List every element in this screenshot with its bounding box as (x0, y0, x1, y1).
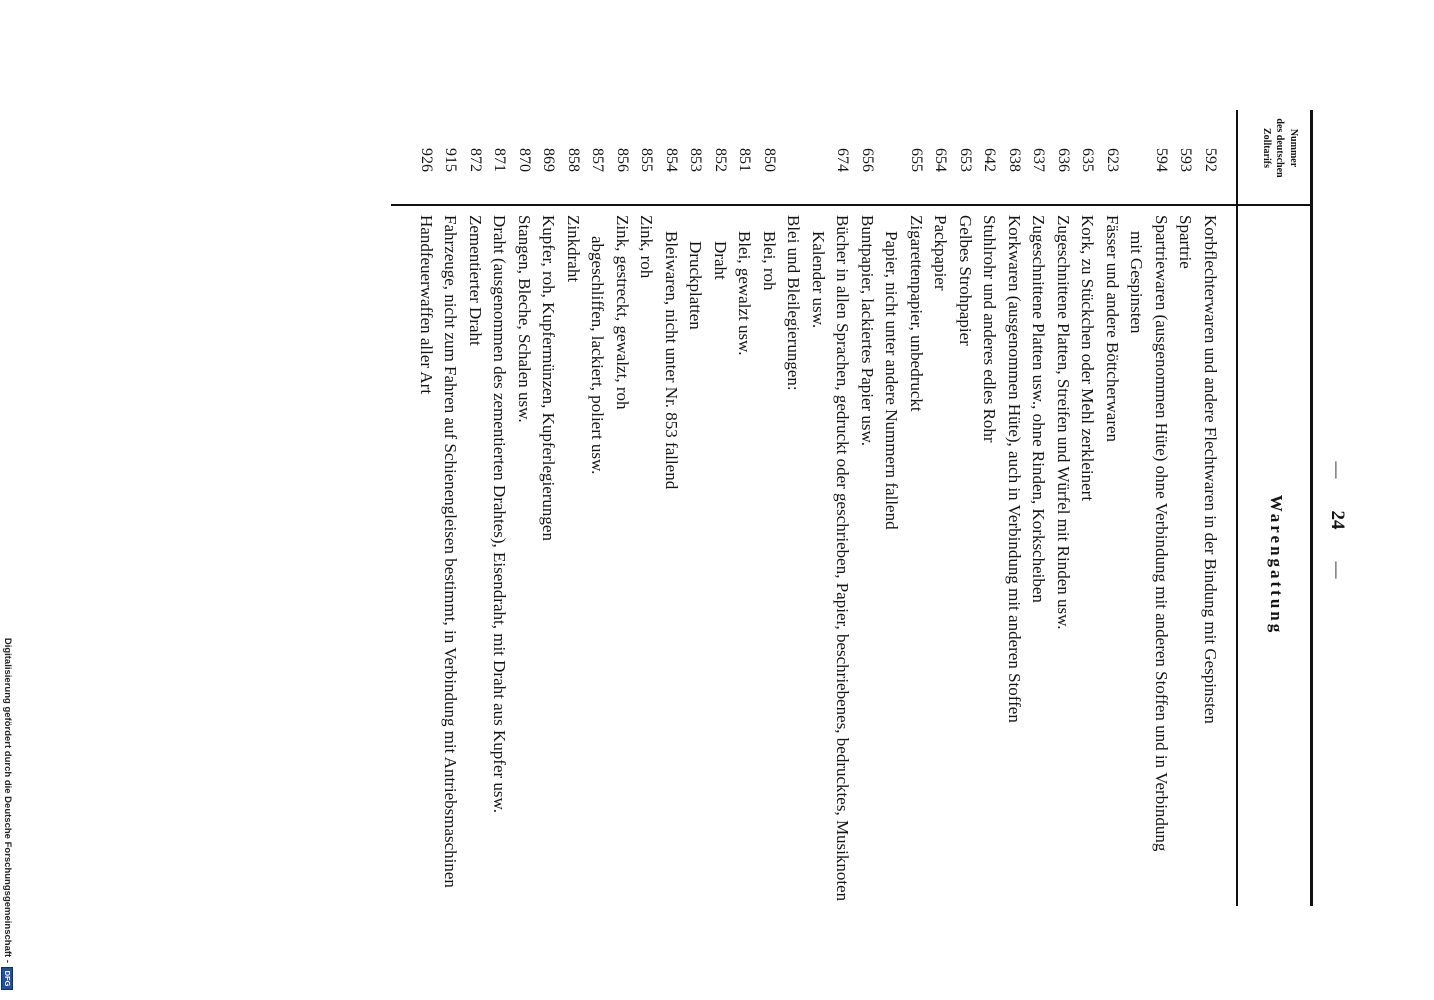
table-row (438, 110, 463, 970)
table-row (855, 110, 880, 970)
tariff-number: 872 (467, 148, 484, 172)
page-number (1325, 420, 1349, 620)
table-body (414, 110, 1223, 970)
description-column-header: Warengattung (1267, 494, 1286, 636)
tariff-number: 871 (491, 148, 509, 172)
tariff-number: 857 (589, 148, 607, 172)
table-row (1051, 110, 1076, 970)
table-row-continuation (879, 110, 904, 970)
goods-description: Kork, zu Stückchen oder Mehl zerkleinert (1078, 215, 1098, 502)
tariff-number: 915 (442, 148, 460, 172)
goods-description: Gelbes Strohpapier (956, 215, 975, 346)
goods-description: Zinkdraht (564, 215, 583, 283)
goods-description: Fässer und andere Böttcherwaren (1103, 215, 1122, 443)
table-row (708, 110, 733, 970)
table-row (830, 110, 855, 970)
tariff-number: 635 (1079, 148, 1097, 172)
tariff-number: 870 (516, 148, 533, 172)
table-row (1026, 110, 1051, 970)
table-row (1198, 110, 1223, 970)
goods-description: Packpapier (931, 215, 951, 291)
digitization-credit (1, 638, 14, 990)
tariff-number: 926 (418, 148, 435, 172)
table-row (1075, 110, 1100, 970)
goods-description: Stangen, Bleche, Schalen usw. (515, 215, 534, 423)
tariff-number: 853 (687, 148, 705, 172)
tariff-number: 593 (1177, 148, 1195, 172)
goods-description: Zugeschnittene Platten usw., ohne Rinden, Korkscheiben (1029, 215, 1049, 603)
credit-text: Digitalisierung gefördert durch die Deutsche Forschungsgemeinschaft - (2, 637, 13, 963)
dfg-logo: DFG (2, 967, 14, 990)
tariff-number: 854 (663, 148, 680, 172)
table-row (610, 110, 635, 970)
tariff-number: 852 (712, 148, 729, 172)
goods-description-continuation: Kalender usw. (809, 231, 828, 329)
goods-description: Zink, gestreckt, gewalzt, roh (613, 215, 632, 410)
goods-description: abgeschliffen, lackiert, poliert usw. (588, 236, 608, 475)
table-row (1149, 110, 1174, 970)
goods-description: Bücher in allen Sprachen, gedruckt oder geschrieben, Papier, beschriebenes, bedrucktes, Musiknoten (833, 215, 853, 902)
tariff-number: 869 (540, 148, 558, 172)
tariff-number: 592 (1202, 148, 1219, 172)
goods-description: Blei, roh (760, 231, 779, 291)
table-row (683, 110, 708, 970)
goods-description: Korkwaren (ausgenommen Hüte), auch in Verbindung mit anderen Stoffen (1005, 215, 1024, 723)
tariff-number: 654 (932, 148, 950, 172)
page-number-dash: — (1328, 561, 1347, 579)
table-row (904, 110, 929, 970)
number-column-header-line: Zolltarifs (1261, 128, 1272, 168)
group-heading-row (781, 110, 806, 970)
goods-description: Korbflechterwaren und andere Flechtwaren in der Bindung mit Gespinsten (1201, 215, 1220, 724)
tariff-number: 623 (1104, 148, 1121, 172)
page-number-value: 24 (1327, 510, 1348, 530)
goods-description-continuation: mit Gespinsten (1127, 231, 1147, 334)
table-row (659, 110, 684, 970)
tariff-number: 855 (638, 148, 656, 172)
table-row-continuation (806, 110, 831, 970)
table-row (953, 110, 978, 970)
goods-description: Handfeuerwaffen aller Art (417, 215, 436, 395)
table-row (585, 110, 610, 970)
number-column-header-line: Nummer (1288, 128, 1299, 168)
table-row (1173, 110, 1198, 970)
goods-description: Blei, gewalzt usw. (735, 231, 755, 356)
goods-description: Stuhlrohr und anderes edles Rohr (980, 215, 1000, 443)
goods-description: Spartriewaren (ausgenommen Hüte) ohne Verbindung mit anderen Stoffen und in Verbindung (1152, 215, 1171, 852)
table-header-rule (1236, 110, 1238, 906)
goods-description: Fahrzeuge, nicht zum Fahren auf Schienengleisen bestimmt, in Verbindung mit Antriebsmaschinen (441, 215, 461, 888)
table-row (1100, 110, 1125, 970)
goods-description: Draht (711, 241, 730, 280)
goods-description: Zink, roh (637, 215, 657, 279)
tariff-number: 636 (1055, 148, 1072, 172)
goods-description: Kupfer, roh, Kupfermünzen, Kupferlegierungen (539, 215, 559, 541)
goods-description: Zugeschnittene Platten, Streifen und Würfel mit Rinden usw. (1054, 215, 1073, 630)
table-row (512, 110, 537, 970)
table-row (732, 110, 757, 970)
number-column-header-line: des deutschen (1274, 118, 1286, 178)
page-number-dash: — (1328, 461, 1347, 479)
tariff-number: 637 (1030, 148, 1048, 172)
table-row (463, 110, 488, 970)
tariff-number: 655 (908, 148, 925, 172)
table-row (561, 110, 586, 970)
goods-description: Druckplatten (686, 241, 706, 330)
tariff-number: 851 (736, 148, 754, 172)
goods-description-continuation: Papier, nicht unter andere Nummern fallend (882, 231, 902, 530)
goods-description: Zigarettenpapier, unbedruckt (907, 215, 926, 412)
table-row (928, 110, 953, 970)
table-row (1002, 110, 1027, 970)
table-row-continuation (1124, 110, 1149, 970)
goods-description: Bleiwaren, nicht unter Nr. 853 fallend (662, 231, 681, 490)
goods-description: Draht (ausgenommen des zementierten Drahtes), Eisendraht, mit Draht aus Kupfer usw. (490, 215, 510, 813)
goods-description: Spartrie (1176, 215, 1196, 269)
tariff-number: 594 (1153, 148, 1170, 172)
tariff-number: 656 (859, 148, 876, 172)
table-row (757, 110, 782, 970)
group-heading: Blei und Bleilegierungen: (784, 215, 804, 391)
number-column-header (1260, 110, 1301, 186)
table-row (487, 110, 512, 970)
tariff-number: 674 (834, 148, 852, 172)
tariff-number: 856 (614, 148, 631, 172)
table-row (536, 110, 561, 970)
table-top-rule (1310, 110, 1313, 906)
table-row (634, 110, 659, 970)
tariff-number: 653 (957, 148, 974, 172)
tariff-number: 850 (761, 148, 778, 172)
tariff-number: 638 (1006, 148, 1023, 172)
table-row (977, 110, 1002, 970)
tariff-number: 642 (981, 148, 999, 172)
goods-description: Buntpapier, lackiertes Papier usw. (858, 215, 877, 446)
table-row (414, 110, 439, 970)
goods-description: Zementierter Draht (466, 215, 485, 346)
tariff-number: 858 (565, 148, 582, 172)
